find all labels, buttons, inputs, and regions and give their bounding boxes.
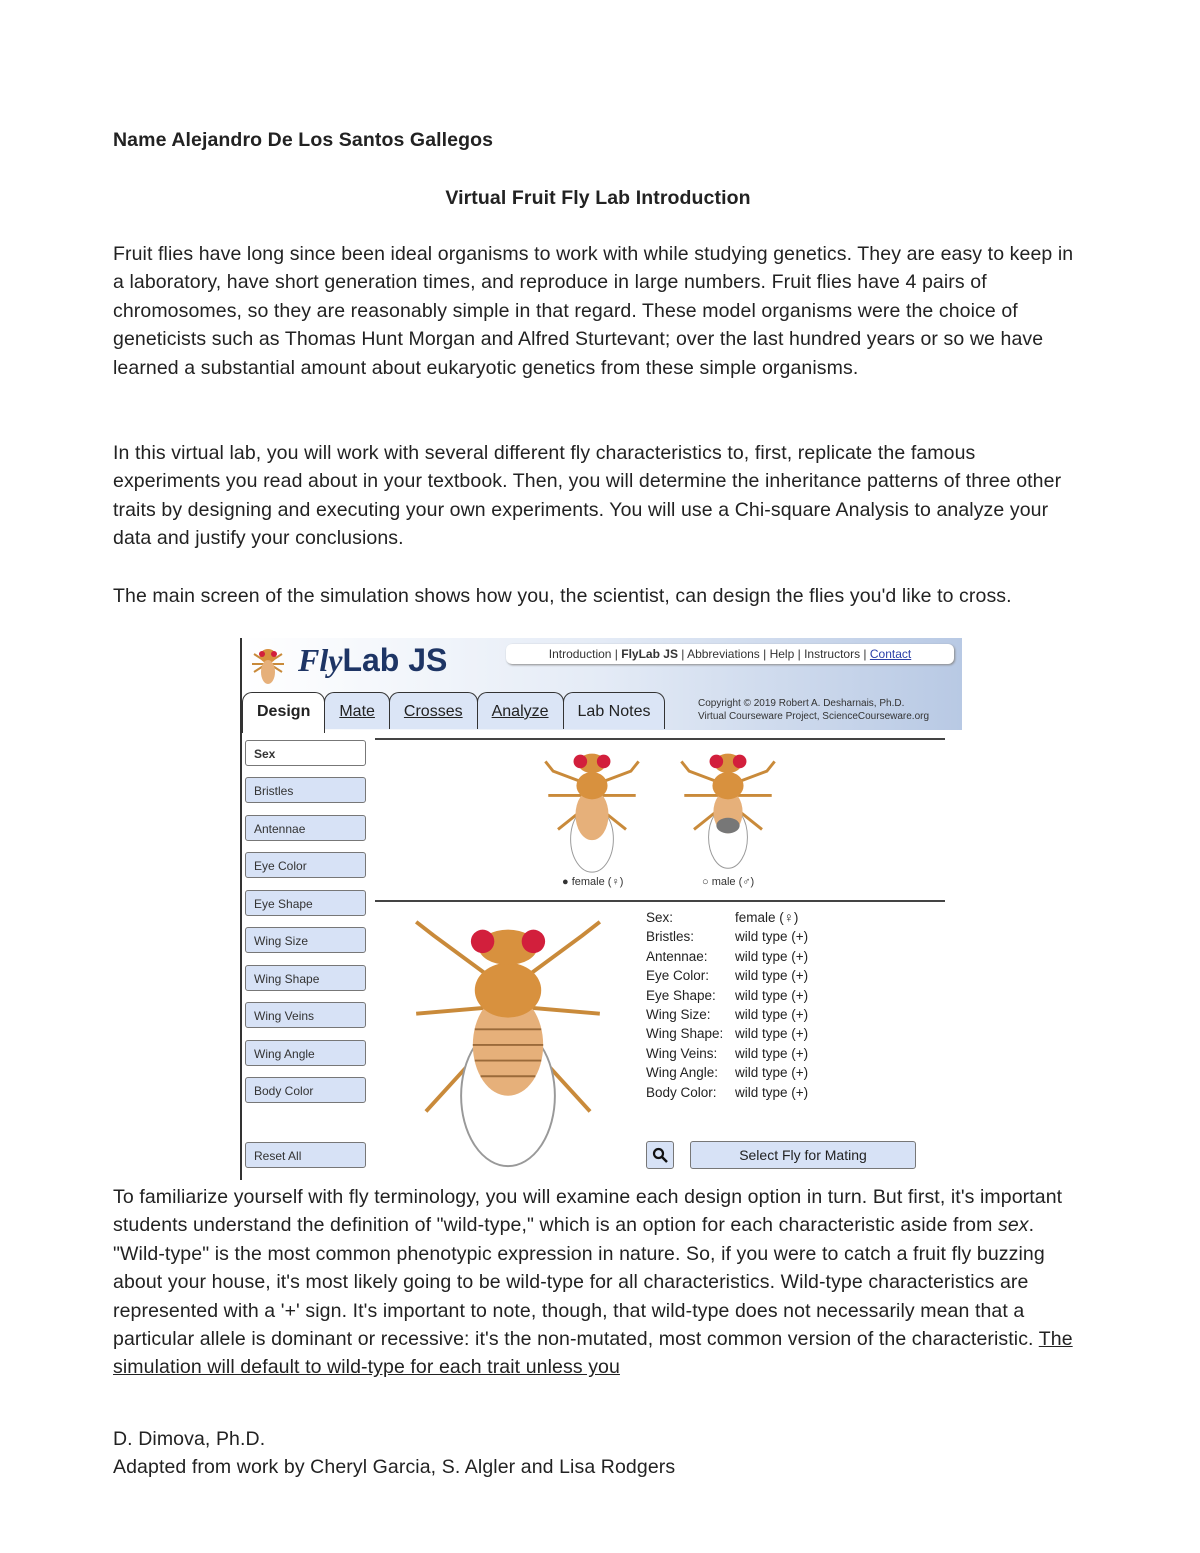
- magnify-button[interactable]: [646, 1141, 674, 1169]
- paragraph-main-screen: The main screen of the simulation shows how you, the scientist, can design the flies you'd like to cross.: [113, 585, 1012, 607]
- male-fly-option-image[interactable]: [676, 742, 780, 878]
- nav-contact[interactable]: Contact: [869, 647, 912, 661]
- tab-analyze[interactable]: Analyze: [477, 692, 564, 729]
- reset-all-button[interactable]: Reset All: [245, 1142, 366, 1168]
- trait-wing-veins[interactable]: Wing Veins: [245, 1002, 366, 1028]
- nav-introduction[interactable]: Introduction: [548, 647, 612, 661]
- search-icon: [652, 1147, 668, 1163]
- nav-instructors[interactable]: Instructors: [804, 647, 861, 661]
- trait-wing-size[interactable]: Wing Size: [245, 927, 366, 953]
- fly-genotype-summary: Sex: female (♀) Bristles: wild type (+) Antennae: wild type (+) Eye Color: wild type (+) Eye Shape: wild type (+) Wing Size: wild type (+) Wing Shape: wild type (+) Wing Veins: wild type (+) Wing Angle: wild type (+) Body Color: wild type (+): [646, 910, 809, 1100]
- app-logo: FlyLab JS: [298, 642, 448, 678]
- female-radio[interactable]: ● female (♀): [562, 876, 624, 888]
- designed-fly-image: [410, 916, 606, 1170]
- document-title: Virtual Fruit Fly Lab Introduction: [445, 187, 751, 209]
- trait-wing-angle[interactable]: Wing Angle: [245, 1040, 366, 1066]
- fly-logo-icon: [248, 642, 288, 692]
- paragraph-lab: In this virtual lab, you will work with several different fly characteristics to, first, replicate the famous experiments you read about in your textbook. Then, you will determine the inheritance patterns of three other traits by designing and executing your own experiments. You will use a Chi-square Analysis to analyze your data and justify your conclusions.: [113, 442, 1062, 550]
- nav-abbreviations[interactable]: Abbreviations: [687, 647, 760, 661]
- tab-bar: [242, 692, 664, 730]
- nav-flylab[interactable]: FlyLab JS: [621, 647, 678, 661]
- divider: [375, 738, 945, 740]
- nav-help[interactable]: Help: [769, 647, 795, 661]
- tab-lab-notes[interactable]: Lab Notes: [563, 692, 666, 729]
- tab-crosses[interactable]: Crosses: [389, 692, 478, 729]
- trait-wing-shape[interactable]: Wing Shape: [245, 965, 366, 991]
- paragraph-intro: Fruit flies have long since been ideal organisms to work with while studying genetics. They are easy to keep in a laboratory, have short generation times, and reproduce in large numbers. Fruit flies have 4 pairs of chromosomes, so they are reasonably simple in that regard. These model organisms were the choice of geneticists such as Thomas Hunt Morgan and Alfred Sturtevant; over the last hundred years or so we have learned a substantial amount about eukaryotic genetics from these simple organisms.: [113, 243, 1074, 379]
- male-radio[interactable]: ○ male (♂): [702, 876, 755, 888]
- select-fly-for-mating-button[interactable]: Select Fly for Mating: [690, 1141, 916, 1169]
- tab-mate[interactable]: Mate: [324, 692, 390, 729]
- left-border: [240, 730, 242, 1180]
- trait-sex[interactable]: Sex: [245, 740, 366, 766]
- trait-eye-color[interactable]: Eye Color: [245, 852, 366, 878]
- top-nav: Introduction | FlyLab JS | Abbreviations | Help | Instructors | Contact: [506, 644, 954, 664]
- flylab-screenshot: [240, 638, 960, 1180]
- copyright: Copyright © 2019 Robert A. Desharnais, Ph.D. Virtual Courseware Project, ScienceCourseware.org: [698, 698, 930, 722]
- student-name: Name Alejandro De Los Santos Gallegos: [113, 129, 494, 151]
- divider: [375, 900, 945, 902]
- tab-design[interactable]: Design: [242, 692, 325, 733]
- paragraph-wild-type: To familiarize yourself with fly terminology, you will examine each design option in turn. But first, it's important students understand the definition of "wild-type," which is an option for each characteristic aside from sex. "Wild-type" is the most common phenotypic expression in nature. So, if you were to catch a fruit fly buzzing about your house, it's most likely going to be wild-type for all characteristics. Wild-type characteristics are represented with a '+' sign. It's important to note, though, that wild-type does not necessarily mean that a particular allele is dominant or recessive: it's the non-mutated, most common version of the characteristic. The simulation will default to wild-type for each trait unless you: [113, 1186, 1073, 1379]
- female-fly-option-image[interactable]: [540, 742, 644, 878]
- app-header: [240, 638, 962, 730]
- trait-bristles[interactable]: Bristles: [245, 777, 366, 803]
- footer: D. Dimova, Ph.D. Adapted from work by Cheryl Garcia, S. Algler and Lisa Rodgers: [113, 1428, 676, 1479]
- trait-antennae[interactable]: Antennae: [245, 815, 366, 841]
- trait-eye-shape[interactable]: Eye Shape: [245, 890, 366, 916]
- trait-body-color[interactable]: Body Color: [245, 1077, 366, 1103]
